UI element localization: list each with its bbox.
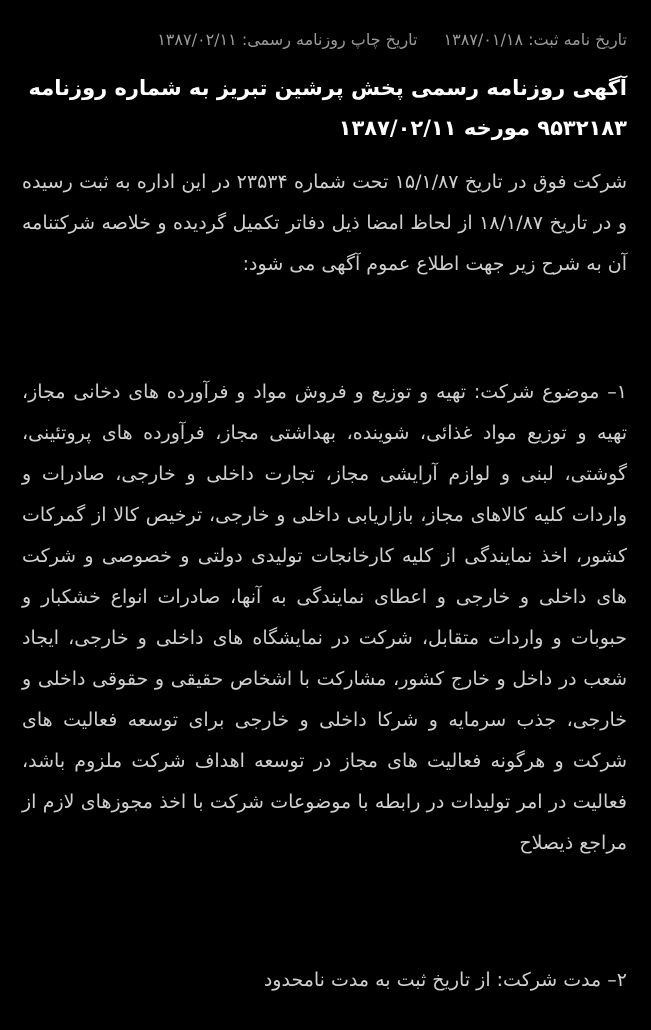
- registration-date: تاریخ نامه ثبت: ۱۳۸۷/۰۱/۱۸: [443, 30, 627, 49]
- print-date: تاریخ چاپ روزنامه رسمی: ۱۳۸۷/۰۲/۱۱: [157, 30, 418, 49]
- notice-title: آگهی روزنامه رسمی پخش پرشین تبریز به شماره روزنامه ۹۵۳۲۱۸۳ مورخه ۱۳۸۷/۰۲/۱۱: [28, 76, 627, 140]
- company-subject-paragraph: ۱– موضوع شرکت: تهیه و توزیع و فروش مواد و فرآورده های دخانی مجاز، تهیه و توزیع مواد غذائی، شوینده، بهداشتی مجاز، فرآورده های پروتئینی، گوشتی، لبنی و لوازم آرایشی مجاز، تجارت داخلی و خارجی، صادرات و واردات کلیه کالاهای مجاز، بازاریابی داخلی و خارجی، ترخیص کالا از گمرکات کشور، اخذ نمایندگی از کلیه کارخانجات تولیدی دولتی و خصوصی و شرکت های داخلی و خارجی و اعطای نمایندگی به آنها، صادرات انواع خشکبار و حبوبات و واردات متقابل، شرکت در نمایشگاه های داخلی و خارجی، ایجاد شعب در داخل و خارج کشور، مشارکت با اشخاص حقیقی و حقوقی داخلی و خارجی، جذب سرمایه و شرکا داخلی و خارجی برای توسعه فعالیت های شرکت و هرگونه فعالیت های مجاز در توسعه اهداف شرکت ملزوم باشد، فعالیت در امر تولیدات در رابطه با موضوعات شرکت با اخذ مجوزهای لازم از مراجع ذیصلاح: [22, 381, 627, 854]
- company-duration-paragraph: ۲– مدت شرکت: از تاریخ ثبت به مدت نامحدود: [263, 969, 627, 991]
- dates-line: [22, 26, 627, 54]
- intro-paragraph: شرکت فوق در تاریخ ۱۵/۱/۸۷ تحت شماره ۲۳۵۳۴ در این اداره به ثبت رسیده و در تاریخ ۱۸/۱/۸۷ از لحاظ امضا ذیل دفاتر تکمیل گردیده و خلاصه شرکتنامه آن به شرح زیر جهت اطلاع عموم آگهی می شود:: [22, 171, 627, 275]
- notice-document: [22, 0, 627, 1030]
